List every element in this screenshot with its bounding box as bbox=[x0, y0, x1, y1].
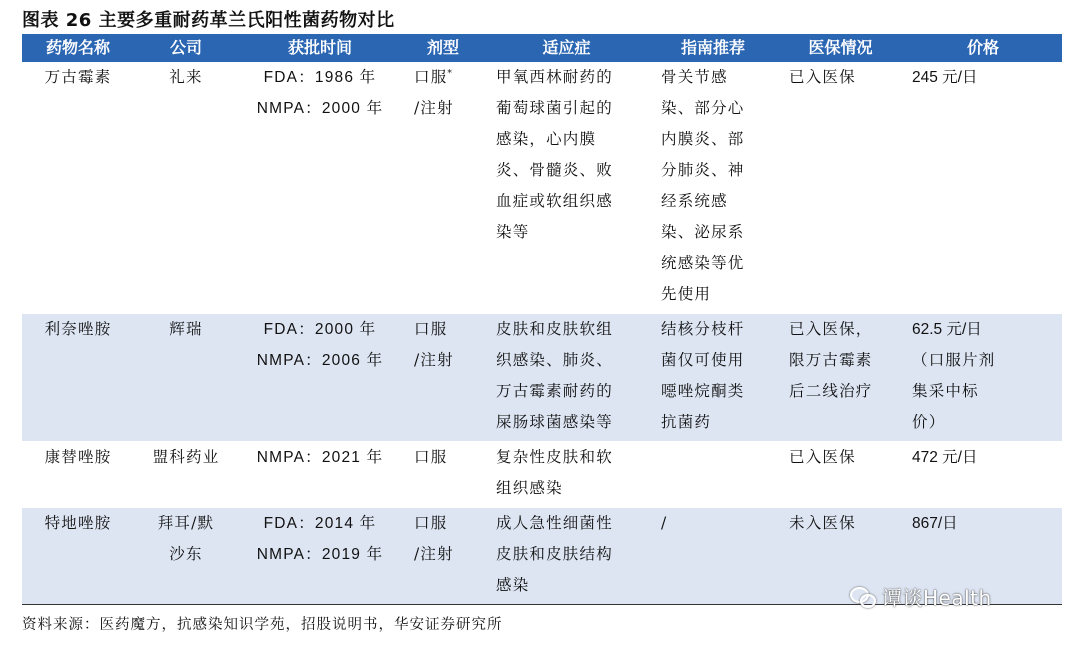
header-company: 公司 bbox=[134, 34, 238, 62]
guideline-line: 染、泌尿系 bbox=[661, 223, 745, 241]
insurance-line: 已入医保 bbox=[789, 68, 856, 86]
cell-approval bbox=[238, 62, 402, 314]
guideline-line: 先使用 bbox=[661, 285, 712, 303]
cell-drug bbox=[22, 508, 134, 605]
form-line bbox=[414, 62, 484, 93]
approval-line: NMPA：2019 年 bbox=[256, 546, 384, 563]
insurance-line: 已入医保， bbox=[789, 320, 873, 338]
table-row bbox=[22, 442, 1062, 508]
guideline-line: 统感染等优 bbox=[661, 254, 745, 272]
indication-line: 感染 bbox=[496, 576, 530, 594]
guideline-line: 经系统感 bbox=[661, 192, 728, 210]
indication-line: 葡萄球菌引起的 bbox=[496, 99, 613, 117]
header-guideline: 指南推荐 bbox=[649, 34, 777, 62]
indication-line: 甲氧西林耐药的 bbox=[496, 68, 613, 86]
cell-form bbox=[402, 314, 484, 442]
cell-approval bbox=[238, 314, 402, 442]
cell-indication bbox=[484, 314, 649, 442]
price-line: 价） bbox=[912, 413, 946, 431]
header-insurance: 医保情况 bbox=[777, 34, 904, 62]
cell-price bbox=[904, 442, 1062, 508]
guideline-line: 结核分枝杆 bbox=[661, 320, 745, 338]
table-row bbox=[22, 314, 1062, 442]
cell-form bbox=[402, 508, 484, 605]
indication-line: 织感染、肺炎、 bbox=[496, 351, 613, 369]
cell-drug bbox=[22, 442, 134, 508]
cell-guideline bbox=[649, 62, 777, 314]
header-indication: 适应症 bbox=[484, 34, 649, 62]
guideline-line: / bbox=[661, 514, 668, 532]
form-line: /注射 bbox=[414, 351, 454, 369]
header-price: 价格 bbox=[904, 34, 1062, 62]
price-line: 867/日 bbox=[912, 515, 958, 532]
indication-line: 皮肤和皮肤结构 bbox=[496, 545, 613, 563]
cell-insurance bbox=[777, 314, 904, 442]
cell-approval bbox=[238, 508, 402, 605]
cell-company bbox=[134, 62, 238, 314]
cell-price bbox=[904, 314, 1062, 442]
company-line: 拜耳/默 bbox=[157, 514, 215, 532]
indication-line: 皮肤和皮肤软组 bbox=[496, 320, 613, 338]
company-line: 辉瑞 bbox=[169, 320, 203, 338]
cell-company bbox=[134, 508, 238, 605]
form-line: 口服 bbox=[414, 448, 448, 466]
approval-line: FDA：1986 年 bbox=[263, 69, 377, 86]
drug-name: 利奈唑胺 bbox=[44, 320, 112, 338]
guideline-line: 染、部分心 bbox=[661, 99, 745, 117]
drug-name: 特地唑胺 bbox=[44, 514, 112, 532]
approval-line: NMPA：2000 年 bbox=[256, 100, 384, 117]
page-title: 图表 26 主要多重耐药革兰氏阳性菌药物对比 bbox=[22, 10, 395, 31]
cell-drug bbox=[22, 62, 134, 314]
form-text: 口服 bbox=[414, 68, 448, 86]
price-line: 472 元/日 bbox=[912, 449, 978, 466]
cell-indication bbox=[484, 442, 649, 508]
approval-line: FDA：2014 年 bbox=[263, 515, 377, 532]
form-footnote-mark: * bbox=[447, 68, 454, 79]
cell-form bbox=[402, 62, 484, 314]
insurance-line: 后二线治疗 bbox=[789, 382, 873, 400]
drug-name: 万古霉素 bbox=[44, 68, 112, 86]
indication-line: 感染，心内膜 bbox=[496, 130, 597, 148]
cell-guideline bbox=[649, 442, 777, 508]
watermark bbox=[850, 582, 992, 611]
guideline-line: 抗菌药 bbox=[661, 413, 712, 431]
cell-company bbox=[134, 442, 238, 508]
guideline-line: 分肺炎、神 bbox=[661, 161, 745, 179]
drug-name: 康替唑胺 bbox=[44, 448, 112, 466]
cell-drug bbox=[22, 314, 134, 442]
form-line: 口服 bbox=[414, 320, 448, 338]
indication-line: 组织感染 bbox=[496, 479, 563, 497]
price-line: 集采中标 bbox=[912, 382, 979, 400]
indication-line: 炎、骨髓炎、败 bbox=[496, 161, 613, 179]
cell-guideline bbox=[649, 508, 777, 605]
watermark-text: 谭谈Health bbox=[882, 586, 992, 610]
table-row bbox=[22, 62, 1062, 314]
company-line: 沙东 bbox=[169, 545, 203, 563]
indication-line: 屎肠球菌感染等 bbox=[496, 413, 613, 431]
source-note: 资料来源：医药魔方，抗感染知识学苑，招股说明书，华安证券研究所 bbox=[22, 617, 503, 633]
cell-approval bbox=[238, 442, 402, 508]
price-line: 62.5 元/日 bbox=[912, 321, 982, 338]
header-dosage-form: 剂型 bbox=[402, 34, 484, 62]
cell-indication bbox=[484, 508, 649, 605]
guideline-line: 内膜炎、部 bbox=[661, 130, 745, 148]
cell-indication bbox=[484, 62, 649, 314]
insurance-line: 未入医保 bbox=[789, 514, 856, 532]
cell-company bbox=[134, 314, 238, 442]
price-line: （口服片剂 bbox=[912, 351, 996, 369]
guideline-line: 骨关节感 bbox=[661, 68, 728, 86]
form-line: /注射 bbox=[414, 99, 454, 117]
approval-line: NMPA：2006 年 bbox=[256, 352, 384, 369]
indication-line: 复杂性皮肤和软 bbox=[496, 448, 613, 466]
form-line: /注射 bbox=[414, 545, 454, 563]
cell-insurance bbox=[777, 62, 904, 314]
insurance-line: 限万古霉素 bbox=[789, 351, 873, 369]
table-header-row bbox=[22, 34, 1062, 62]
header-approval-date: 获批时间 bbox=[238, 34, 402, 62]
form-line: 口服 bbox=[414, 514, 448, 532]
company-line: 礼来 bbox=[169, 68, 203, 86]
guideline-line: 噁唑烷酮类 bbox=[661, 382, 745, 400]
insurance-line: 已入医保 bbox=[789, 448, 856, 466]
indication-line: 万古霉素耐药的 bbox=[496, 382, 613, 400]
indication-line: 染等 bbox=[496, 223, 530, 241]
cell-price bbox=[904, 62, 1062, 314]
company-line: 盟科药业 bbox=[152, 448, 220, 466]
cell-insurance bbox=[777, 442, 904, 508]
approval-line: FDA：2000 年 bbox=[263, 321, 377, 338]
header-drug-name: 药物名称 bbox=[22, 34, 134, 62]
price-line: 245 元/日 bbox=[912, 69, 978, 86]
drug-comparison-table bbox=[22, 34, 1062, 605]
indication-line: 成人急性细菌性 bbox=[496, 514, 613, 532]
indication-line: 血症或软组织感 bbox=[496, 192, 613, 210]
approval-line: NMPA：2021 年 bbox=[256, 449, 384, 466]
wechat-icon bbox=[850, 586, 876, 608]
cell-guideline bbox=[649, 314, 777, 442]
guideline-line: 菌仅可使用 bbox=[661, 351, 745, 369]
cell-form bbox=[402, 442, 484, 508]
